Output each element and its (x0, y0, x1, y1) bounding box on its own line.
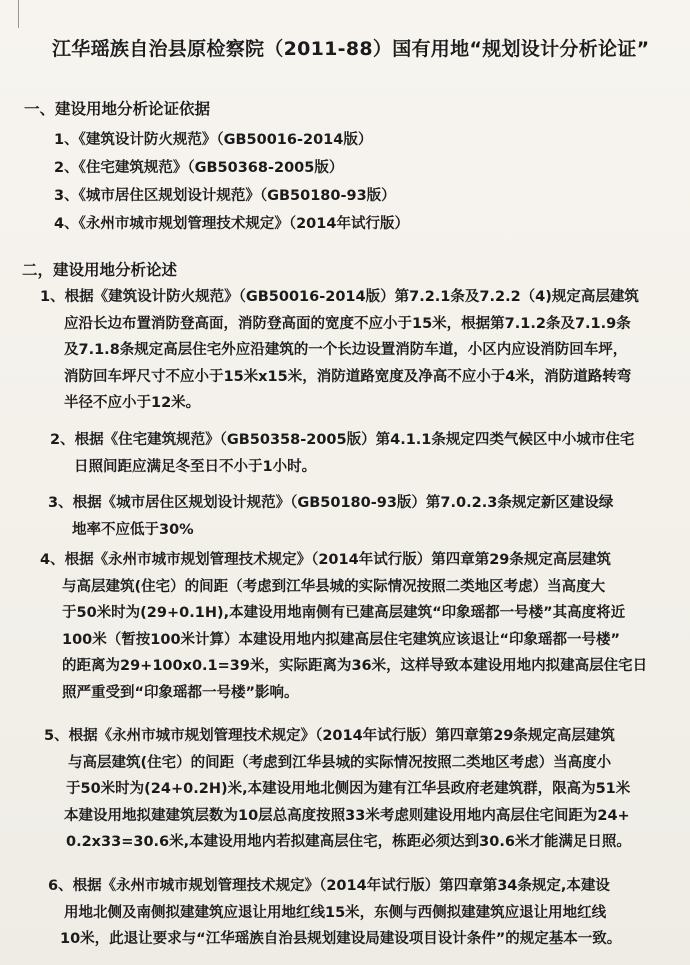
paragraph-line: 本建设用地拟建建筑层数为10层总高度按照33米考虑则建设用地内高层住宅间距为24+ (64, 807, 630, 824)
analysis-paragraph-5 (44, 723, 631, 856)
paragraph-line: 与高层建筑(住宅）的间距（考虑到江华县城的实际情况按照二类地区考虑）当高度小 (68, 754, 612, 771)
analysis-paragraph-6 (48, 873, 621, 953)
paragraph-line: 照严重受到“印象瑶都一号楼”影响。 (62, 684, 299, 701)
paragraph-line: 及7.1.8条规定高层住宅外应沿建筑的一个长边设置消防车道，小区内应设消防回车坪， (64, 342, 628, 358)
paragraph-line: 10米，此退让要求与“江华瑶族自治县规划建设局建设项目设计条件”的规定基本一致。 (60, 931, 622, 947)
document-title: 江华瑶族自治县原检察院（2011-88）国有用地“规划设计分析论证” (52, 38, 650, 60)
paragraph-line: 半径不应小于12米。 (64, 395, 201, 411)
analysis-paragraph-3 (48, 490, 613, 543)
reference-item-3: 3、《城市居住区规划设计规范》（GB50180-93版） (54, 188, 396, 204)
paragraph-line: 3、根据《城市居住区规划设计规范》（GB50180-93版）第7.0.2.3条规定新区建设绿 (48, 495, 614, 511)
reference-item-4: 4、《永州市城市规划管理技术规定》（2014年试行版） (54, 216, 409, 232)
paragraph-line: 100米（暂按100米计算）本建设用地内拟建高层住宅建筑应该退让“印象瑶都一号楼” (62, 631, 621, 648)
analysis-paragraph-1 (40, 284, 639, 417)
paragraph-line: 与高层建筑(住宅）的间距（考虑到江华县城的实际情况按照二类地区考虑）当高度大 (62, 578, 606, 595)
paragraph-line: 1、根据《建筑设计防火规范》（GB50016-2014版）第7.2.1条及7.2.2（4)规定高层建筑 (40, 289, 639, 305)
paragraph-line: 消防回车坪尺寸不应小于15米x15米，消防道路宽度及净高不应小于4米，消防道路转弯 (64, 368, 632, 385)
reference-item-2: 2、《住宅建筑规范》（GB50368-2005版） (54, 160, 344, 176)
paragraph-line: 6、根据《永州市城市规划管理技术规定》（2014年试行版）第四章第34条规定,本建设 (48, 878, 610, 894)
paragraph-line: 的距离为29+100x0.1=39米，实际距离为36米，这样导致本建设用地内拟建高层住宅日 (62, 658, 648, 674)
paragraph-line: 地率不应低于30% (72, 521, 194, 538)
paragraph-line: 于50米时为(24+0.2H)米,本建设用地北侧因为建有江华县政府老建筑群，限高为51米 (66, 781, 631, 797)
paragraph-line: 2、根据《住宅建筑规范》（GB50358-2005版）第4.1.1条规定四类气候区中小城市住宅 (50, 432, 635, 448)
analysis-paragraph-4 (40, 547, 647, 706)
paragraph-line: 0.2x33=30.6米,本建设用地内若拟建高层住宅，栋距必须达到30.6米才能满足日照。 (66, 834, 631, 850)
reference-item-1: 1、《建筑设计防火规范》（GB50016-2014版） (54, 132, 373, 148)
staple-mark (0, 0, 19, 28)
paragraph-line: 于50米时为(29+0.1H),本建设用地南侧有已建高层建筑“印象瑶都一号楼”其高度将近 (62, 605, 626, 621)
paragraph-line: 用地北侧及南侧拟建建筑应退让用地红线15米，东侧与西侧拟建建筑应退让用地红线 (64, 904, 607, 921)
section-1-heading: 一、建设用地分析论证依据 (24, 100, 211, 118)
section-2-heading: 二，建设用地分析论述 (22, 261, 178, 279)
paragraph-line: 5、根据《永州市城市规划管理技术规定》（2014年试行版）第四章第29条规定高层建筑 (44, 728, 615, 744)
analysis-paragraph-2 (50, 427, 634, 480)
paragraph-line: 日照间距应满足冬至日不小于1小时。 (74, 458, 317, 475)
paragraph-line: 4、根据《永州市城市规划管理技术规定》（2014年试行版）第四章第29条规定高层建筑 (40, 552, 611, 568)
paragraph-line: 应沿长边布置消防登高面，消防登高面的宽度不应小于15米，根据第7.1.2条及7.1.9条 (64, 315, 631, 332)
